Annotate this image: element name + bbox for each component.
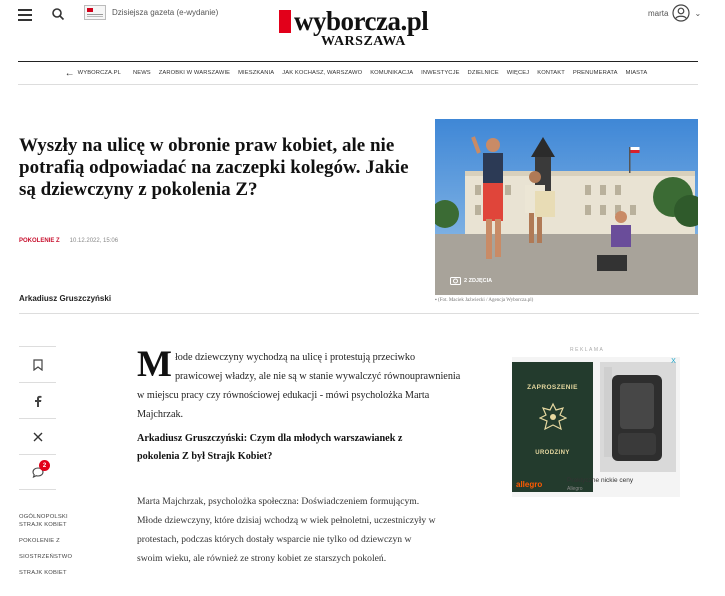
article-date: 10.12.2022, 15:06	[69, 238, 119, 244]
nav-item-news[interactable]: NEWS	[132, 70, 151, 76]
divider	[19, 313, 699, 314]
lead-text: łode dziewczyny wychodzą na ulicę i protestują przeciwko prawicowej władzy, ale nie są w stanie wywalczyć równouprawnienia w miejscu pracy czy równościowej edukacji - mówi psycholożka Marta Majchrzak.	[137, 352, 461, 420]
hero-photo[interactable]	[435, 119, 698, 295]
nav-back-link[interactable]	[65, 68, 121, 79]
site-header	[0, 0, 725, 58]
logo-text: wyborcza.pl	[294, 5, 429, 36]
photo-gallery-button[interactable]	[450, 276, 492, 285]
ad-caption-source: Allegro	[567, 486, 583, 492]
ad-caption[interactable]: Praktyczne nickie ceny	[567, 477, 634, 484]
x-share-button[interactable]	[19, 418, 56, 454]
x-icon	[33, 432, 43, 442]
tag-link[interactable]: SIOSTRZEŃSTWO	[19, 554, 73, 560]
nav-item-dzielnice[interactable]: DZIELNICE	[467, 70, 499, 76]
nav-item-wiecej[interactable]: WIĘCEJ	[506, 70, 530, 76]
tag-link[interactable]: POKOLENIE Z	[19, 538, 60, 544]
dropcap-letter: M	[137, 344, 172, 385]
ad-passport-title: ZAPROSZENIE	[527, 384, 578, 391]
search-icon[interactable]	[51, 7, 65, 21]
newspaper-thumbnail-icon	[84, 5, 106, 20]
tag-link[interactable]: OGÓLNOPOLSKI STRAJK KOBIET	[19, 514, 68, 528]
article-author[interactable]: Arkadiusz Gruszczyński	[19, 294, 112, 303]
nav-item-kontakt[interactable]: KONTAKT	[537, 70, 565, 76]
arrow-left-icon: ←	[64, 67, 75, 79]
share-toolbar	[19, 346, 56, 490]
photo-count-label: 2 ZDJĘCIA	[464, 277, 493, 284]
photo-credit-text: (Fot. Maciek Jaźwiecki / Agencja Wyborcza.pl)	[438, 298, 534, 303]
interview-question: Arkadiusz Gruszczyński: Czym dla młodych warszawianek z pokolenia Z był Strajk Kobiet?	[137, 433, 403, 462]
bookmark-icon	[33, 359, 43, 371]
logo-city: WARSZAWA	[321, 34, 406, 49]
comments-button[interactable]	[19, 454, 56, 490]
nav-item-prenumerata[interactable]: PRENUMERATA	[572, 70, 618, 76]
article-title: Wyszły na ulicę w obronie praw kobiet, ale nie potrafią odpowiadać na zaczepki kolegów. Jakie są dziewczyny z pokolenia Z?	[19, 135, 409, 200]
nav-back-label: WYBORCZA.PL	[77, 70, 121, 76]
facebook-icon	[34, 395, 42, 407]
ad-passport-graphic	[512, 362, 593, 492]
nav-item-zarobki[interactable]: ZAROBKI W WARSZAWIE	[158, 70, 231, 76]
tag-link[interactable]: STRAJK KOBIET	[19, 570, 67, 576]
article-tags	[19, 513, 79, 585]
nav-item-jak-kochasz[interactable]: JAK KOCHASZ, WARSZAWO	[282, 70, 363, 76]
camera-icon	[450, 276, 461, 285]
bookmark-button[interactable]	[19, 346, 56, 382]
comments-count-badge: 2	[39, 460, 50, 471]
nav-item-inwestycje[interactable]: INWESTYCJE	[421, 70, 460, 76]
ad-brand[interactable]: allegro	[516, 480, 543, 489]
chevron-down-icon: ⌄	[694, 8, 702, 18]
nav-item-komunikacja[interactable]: KOMUNIKACJA	[370, 70, 414, 76]
facebook-share-button[interactable]	[19, 382, 56, 418]
interview-answer: Marta Majchrzak, psycholożka społeczna: Doświadczeniem formującym. Młode dziewczyny, które dzisiaj wchodzą w wiek pełnoletni, uczestniczyły w protestach, podczas których dostały wsparcie nie tylko od dziewczyn w swoim wieku, ale również ze strony kobiet ze starszych pokoleń.	[137, 496, 436, 564]
ad-passport-subtitle: URODZINY	[535, 450, 570, 456]
article-category[interactable]: POKOLENIE Z	[19, 238, 60, 244]
menu-icon[interactable]	[18, 9, 32, 20]
eagle-emblem-icon	[539, 402, 567, 436]
e-edition-label: Dzisiejsza gazeta (e-wydanie)	[112, 8, 219, 17]
e-edition-link[interactable]	[84, 5, 218, 20]
user-avatar-icon	[672, 4, 690, 22]
nav-item-mieszkania[interactable]: MIESZKANIA	[238, 70, 275, 76]
user-name: marta	[648, 8, 669, 18]
logo-red-square-icon	[279, 10, 291, 33]
photo-credit: ▪ (Fot. Maciek Jaźwiecki / Agencja Wyborcza.pl)	[435, 298, 534, 303]
section-nav	[18, 61, 698, 85]
article-meta	[19, 238, 118, 244]
ad-close-button[interactable]: X	[671, 358, 676, 365]
article-lead	[137, 344, 462, 424]
site-logo[interactable]	[279, 6, 428, 36]
user-menu[interactable]	[648, 4, 701, 22]
nav-item-miasta[interactable]: MIASTA	[625, 70, 648, 76]
ad-label: REKLAMA	[570, 347, 605, 353]
